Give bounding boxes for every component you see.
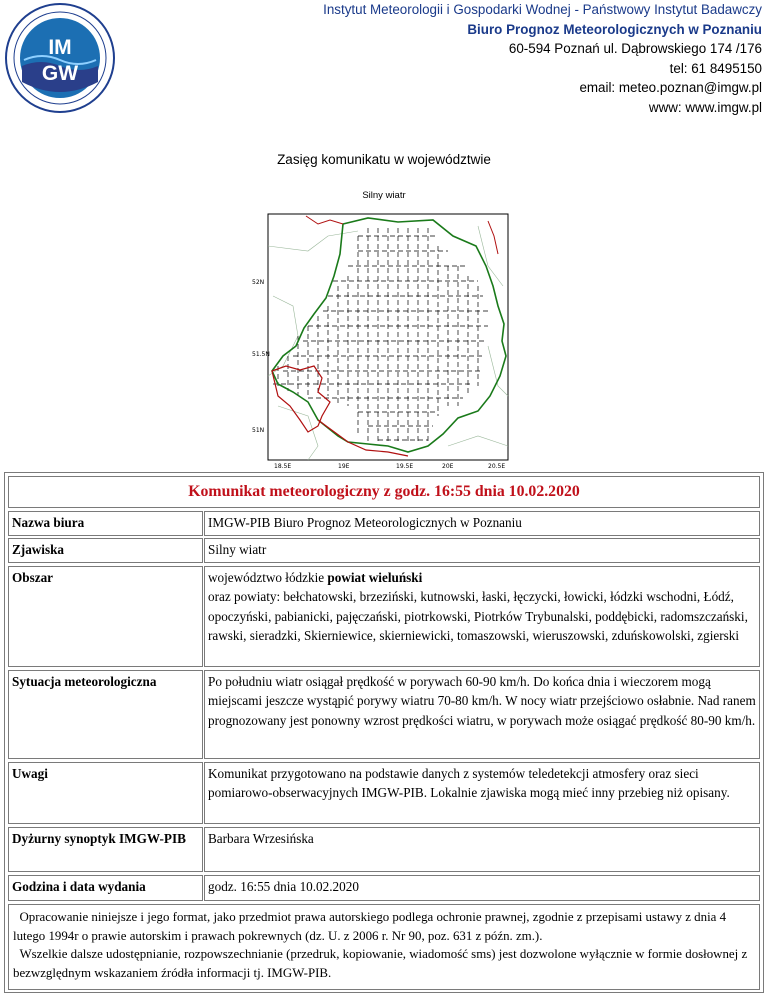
office-email: email: meteo.poznan@imgw.pl: [579, 80, 762, 96]
row-label-area: Obszar: [8, 566, 203, 667]
bulletin-table: [4, 472, 764, 993]
map-heading: Zasięg komunikatu w województwie: [277, 152, 491, 167]
area-main-county: powiat wieluński: [327, 570, 423, 585]
row-label-remarks: Uwagi: [8, 762, 203, 824]
area-counties-list: oraz powiaty: bełchatowski, brzeziński, kutnowski, łaski, łęczycki, łowicki, łódzki wschodni, Łódź, opoczyński, pabianicki, pajęczański, piotrkowski, Piotrków Trybunalski, poddębicki, radomszczański, rawski, sieradzki, Skierniewice, skierniewicki, tomaszowski, wieruszowski, zduńskowolski, zgierski: [208, 589, 748, 644]
lat-tick: 51.5N: [252, 351, 270, 358]
lon-tick: 19.5E: [396, 463, 414, 468]
svg-text:IM: IM: [48, 36, 72, 59]
row-value-office: IMGW-PIB Biuro Prognoz Meteorologicznych w Poznaniu: [204, 511, 760, 536]
office-address: 60-594 Poznań ul. Dąbrowskiego 174 /176: [508, 41, 762, 57]
svg-text:GW: GW: [41, 62, 79, 85]
row-label-phenomenon: Zjawiska: [8, 538, 203, 563]
map-phenomenon-label: Silny wiatr: [362, 190, 406, 201]
lon-tick: 19E: [338, 463, 350, 468]
office-phone: tel: 61 8495150: [669, 60, 762, 76]
lon-tick: 20.5E: [488, 463, 506, 468]
row-value-forecaster: Barbara Wrzesińska: [204, 827, 760, 872]
row-label-forecaster: Dyżurny synoptyk IMGW-PIB: [8, 827, 203, 872]
office-website: www: www.imgw.pl: [648, 99, 762, 115]
lon-tick: 18.5E: [274, 463, 292, 468]
office-address-block: [323, 0, 762, 118]
bulletin-title: Komunikat meteorologiczny z godz. 16:55 dnia 10.02.2020: [8, 476, 760, 508]
copyright-notice: Opracowanie niniejsze i jego format, jako przedmiot prawa autorskiego podlega ochronie prawnej, zgodnie z przepisami ustawy z dnia 4 lutego 1994r o prawie autorskim i prawach pokrewnych (dz. U. z 2006 r. Nr 90, poz. 631 z późn. zm.). Wszelkie dalsze udostępnianie, rozpowszechnianie (przedruk, kopiowanie, wiadomość sms) jest dozwolone wyłącznie w formie dosłownej z bezwzględnym wskazaniem źródła informacji tj. IMGW-PIB.: [8, 904, 760, 990]
row-value-remarks: Komunikat przygotowano na podstawie danych z systemów teledetekcji atmosfery oraz sieci pomiarowo-obserwacyjnych IMGW-PIB. Lokalnie zjawiska mogą mieć inny przebieg niż opisany.: [204, 762, 760, 824]
lon-tick: 20E: [442, 463, 454, 468]
area-voivodeship: województwo łódzkie: [208, 570, 328, 585]
row-value-issue-time: godz. 16:55 dnia 10.02.2020: [204, 875, 760, 901]
row-value-phenomenon: Silny wiatr: [204, 538, 760, 563]
imgw-logo: [4, 2, 116, 114]
institute-name: Instytut Meteorologii i Gospodarki Wodnej - Państwowy Instytut Badawczy: [323, 2, 762, 17]
lat-tick: 52N: [252, 279, 265, 286]
row-label-situation: Sytuacja meteorologiczna: [8, 670, 203, 759]
lat-tick: 51N: [252, 427, 265, 434]
row-value-area: [204, 566, 760, 667]
row-label-office: Nazwa biura: [8, 511, 203, 536]
row-label-issue-time: Godzina i data wydania: [8, 875, 203, 901]
row-value-situation: Po południu wiatr osiągał prędkość w porywach 60-90 km/h. Do końca dnia i wieczorem mogą miejscami jeszcze wystąpić porywy wiatru 70-80 km/h. W nocy wiatr przejściowo osłabnie. Nad ranem prognozowany jest ponowny wzrost prędkości wiatru, w porywach może osiągać prędkość 80-90 km/h.: [204, 670, 760, 759]
office-name: Biuro Prognoz Meteorologicznych w Poznaniu: [467, 21, 762, 37]
warning-area-map: [248, 206, 526, 468]
